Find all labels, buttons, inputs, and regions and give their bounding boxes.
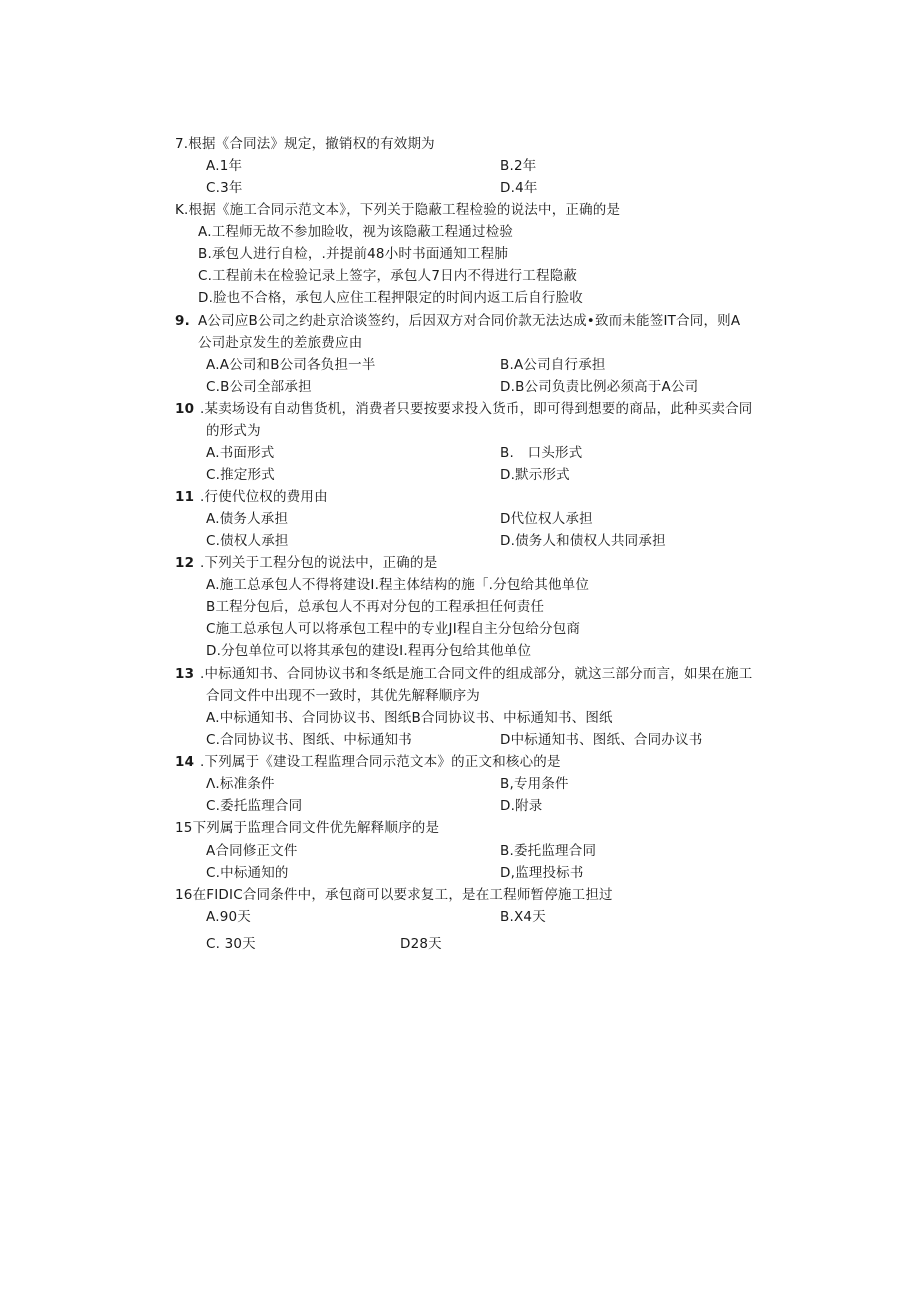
option-c: C.3年 xyxy=(206,180,243,196)
option-d: D.默示形式 xyxy=(500,467,570,483)
option-c: C.中标通知的 xyxy=(206,865,289,881)
question-13-stem-line1: .中标通知书、合同协议书和冬纸是施工合同文件的组成部分，就这三部分而言，如果在施工 xyxy=(200,666,753,682)
question-11-stem: .行使代位权的费用由 xyxy=(200,489,328,505)
option-c: C.债权人承担 xyxy=(206,533,289,549)
option-b: D代位权人承担 xyxy=(500,511,593,527)
option-b: B.委托监理合同 xyxy=(500,843,597,859)
option-d: D中标通知书、图纸、合同办议书 xyxy=(500,732,703,748)
question-10-stem-line1: .某卖场设有自动售货机，消费者只要按要求投入货币，即可得到想要的商品，此种买卖合同 xyxy=(200,401,753,417)
question-12-number: 12 xyxy=(175,555,195,571)
option-c: C.委托监理合同 xyxy=(206,798,303,814)
option-b: B.2年 xyxy=(500,158,537,174)
question-16-stem: 16在FIDIC合同条件中，承包商可以要求复工，是在工程师暂停施工担过 xyxy=(175,887,613,903)
option-d: D.分包单位可以将其承包的建设I.程再分包给其他单位 xyxy=(206,643,532,659)
question-9-stem-line2: 公司赴京发生的差旅费应由 xyxy=(198,335,363,351)
option-d: D,监理投标书 xyxy=(500,865,584,881)
option-a: Λ.标准条件 xyxy=(206,776,275,792)
option-d: D28天 xyxy=(400,936,442,952)
option-a: A.施工总承包人不得将建设I.程主体结构的施「.分包给其他单位 xyxy=(206,577,590,593)
question-14-stem: .下列属于《建设工程监理合同示范文本》的正文和核心的是 xyxy=(200,754,561,770)
option-a: A合同修正文件 xyxy=(206,843,298,859)
question-10-number: 10 xyxy=(175,401,195,417)
question-11-number: 11 xyxy=(175,489,195,505)
option-a: A.90天 xyxy=(206,909,251,925)
option-a-b: A.中标通知书、合同协议书、图纸B合同协议书、中标通知书、图纸 xyxy=(206,710,613,726)
option-d: D.4年 xyxy=(500,180,538,196)
option-d: D.附录 xyxy=(500,798,543,814)
option-c: C施工总承包人可以将承包工程中的专业JI程自主分包给分包商 xyxy=(206,621,581,637)
question-9-number: 9. xyxy=(175,313,190,329)
option-b: B,专用条件 xyxy=(500,776,569,792)
question-13-number: 13 xyxy=(175,666,195,682)
option-b: B.承包人进行自检，.并提前48小时书面通知工程肺 xyxy=(198,246,509,262)
question-10-stem-line2: 的形式为 xyxy=(206,423,261,439)
option-a: A.书面形式 xyxy=(206,445,275,461)
option-b: B. 口头形式 xyxy=(500,445,583,461)
question-9-stem-line1: A公司应B公司之约赴京洽谈签约，后因双方对合同价款无法达成•致而未能签IT合同，则A xyxy=(198,313,741,329)
option-d: D.债务人和债权人共同承担 xyxy=(500,533,666,549)
option-c: C.B公司全部承担 xyxy=(206,379,312,395)
option-c: C.工程前未在检验记录上签字，承包人7日内不得进行工程隐蔽 xyxy=(198,268,578,284)
option-d: D.脸也不合格，承包人应住工程押限定的时间内返工后自行脸收 xyxy=(198,290,583,306)
option-a: A.1年 xyxy=(206,158,243,174)
option-c: C.推定形式 xyxy=(206,467,275,483)
question-12-stem: .下列关于工程分包的说法中，正确的是 xyxy=(200,555,438,571)
question-14-number: 14 xyxy=(175,754,195,770)
question-7-stem: 7.根据《合同法》规定，撤销权的有效期为 xyxy=(175,136,435,152)
option-a: A.工程师无故不参加睑收，视为该隐蔽工程通过检验 xyxy=(198,224,514,240)
option-b: B.X4天 xyxy=(500,909,546,925)
option-d: D.B公司负责比例必须高于A公司 xyxy=(500,379,699,395)
option-c: C.合同协议书、图纸、中标通知书 xyxy=(206,732,412,748)
option-b: B.A公司自行承担 xyxy=(500,357,606,373)
question-13-stem-line2: 合同文件中出现不一致时，其优先解释顺序为 xyxy=(206,688,480,704)
option-b: B工程分包后，总承包人不再对分包的工程承担任何责任 xyxy=(206,599,545,615)
option-a: A.A公司和B公司各负担一半 xyxy=(206,357,376,373)
option-a: A.债务人承担 xyxy=(206,511,289,527)
question-15-stem: 15下列属于监理合同文件优先解释顺序的是 xyxy=(175,820,440,836)
question-8-stem: K.根据《施工合同示范文本》，下列关于隐蔽工程检验的说法中，正确的是 xyxy=(175,202,621,218)
option-c: C. 30天 xyxy=(206,936,256,952)
